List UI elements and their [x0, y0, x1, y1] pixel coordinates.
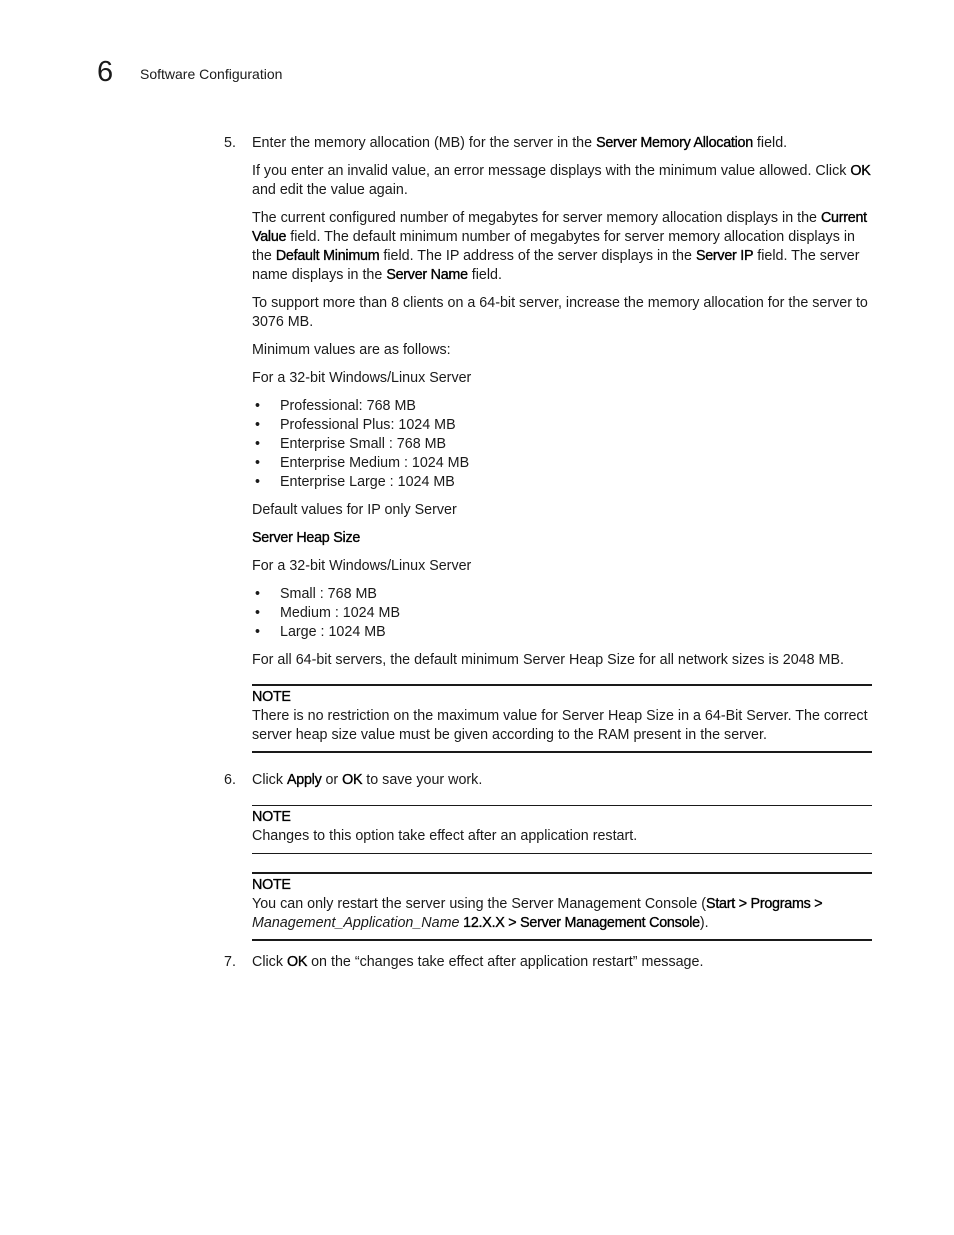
list-item-text: Large : 1024 MB — [280, 624, 386, 640]
text: field. — [467, 267, 502, 283]
italic-app-name: Management_Application_Name — [252, 915, 460, 931]
text: You can only restart the server using the Server Management Console ( — [252, 896, 707, 912]
heap-values-list — [252, 585, 872, 642]
text: Click — [252, 954, 287, 970]
step-5 — [224, 134, 872, 753]
text: to save your work. — [362, 772, 483, 788]
ui-label-server-memory-allocation: Server Memory Allocation — [596, 135, 753, 151]
list-item — [252, 416, 872, 435]
list-item — [252, 454, 872, 473]
bullet-icon: • — [255, 586, 261, 602]
platform-paragraph: For a 32-bit Windows/Linux Server — [252, 370, 472, 386]
text: and edit the value again. — [252, 182, 408, 198]
ui-label-ok: OK — [850, 163, 871, 179]
default-ip-paragraph: Default values for IP only Server — [252, 502, 457, 518]
min-values-list — [252, 397, 872, 492]
step-6-text — [252, 771, 872, 790]
list-item-text: Professional Plus: 1024 MB — [280, 417, 456, 433]
text: on the “changes take effect after application restart” message. — [307, 954, 704, 970]
ui-path-server-management-console: 12.X.X > Server Management Console — [459, 915, 700, 931]
list-item — [252, 473, 872, 492]
note-box — [252, 872, 872, 941]
bullet-icon: • — [255, 474, 261, 490]
list-item — [252, 397, 872, 416]
note-text: Changes to this option take effect after an application restart. — [252, 828, 638, 844]
text: Enter the memory allocation (MB) for the server in the — [252, 135, 597, 151]
step-number: 5. — [224, 135, 236, 151]
ui-label-default-minimum: Default Minimum — [275, 248, 380, 264]
text: If you enter an invalid value, an error message displays with the minimum value allowed. Click — [252, 163, 851, 179]
text: Click — [252, 772, 287, 788]
ui-label-apply: Apply — [286, 772, 322, 788]
list-item-text: Enterprise Large : 1024 MB — [280, 474, 455, 490]
ui-label-ok: OK — [342, 772, 363, 788]
step-7 — [224, 953, 872, 972]
step-number: 6. — [224, 772, 236, 788]
sixtyfour-bit-paragraph: For all 64-bit servers, the default minimum Server Heap Size for all network sizes is 2048 MB. — [252, 652, 844, 668]
text: ). — [699, 915, 709, 931]
chapter-title: Software Configuration — [140, 66, 283, 82]
ui-path-start-programs: Start > Programs > — [706, 896, 823, 912]
bullet-icon: • — [255, 455, 261, 471]
list-item-text: Professional: 768 MB — [280, 398, 416, 414]
step-6 — [224, 771, 872, 941]
note-label: NOTE — [252, 877, 291, 893]
main-content — [224, 134, 872, 981]
bullet-icon: • — [255, 398, 261, 414]
step-5-intro — [252, 134, 872, 153]
text: The current configured number of megabytes for server memory allocation displays in the — [252, 210, 821, 226]
bullet-icon: • — [255, 417, 261, 433]
step-number: 7. — [224, 954, 236, 970]
list-item-text: Small : 768 MB — [280, 586, 377, 602]
min-values-paragraph: Minimum values are as follows: — [252, 342, 451, 358]
step-7-text — [252, 953, 872, 972]
current-value-paragraph — [252, 209, 872, 285]
bullet-icon: • — [255, 436, 261, 452]
list-item — [252, 435, 872, 454]
ui-label-server-ip: Server IP — [695, 248, 754, 264]
bullet-icon: • — [255, 605, 261, 621]
note-label: NOTE — [252, 809, 291, 825]
note-box — [252, 805, 872, 854]
list-item-text: Medium : 1024 MB — [280, 605, 400, 621]
text: field. The default minimum number of megabytes for server memory allocation displays in the — [252, 229, 855, 264]
note-box — [252, 684, 872, 753]
ui-label-server-name: Server Name — [386, 267, 468, 283]
list-item — [252, 623, 872, 642]
list-item-text: Enterprise Medium : 1024 MB — [280, 455, 470, 471]
note-text: There is no restriction on the maximum value for Server Heap Size in a 64-Bit Server. The correct server heap size value must be given according to the RAM present in the server. — [252, 708, 868, 743]
invalid-value-paragraph — [252, 162, 872, 200]
note-label: NOTE — [252, 689, 291, 705]
text: field. — [752, 135, 788, 151]
ui-label-ok: OK — [286, 954, 308, 970]
bullet-icon: • — [255, 624, 261, 640]
ui-label-current-value: Current Value — [252, 210, 867, 245]
chapter-number: 6 — [97, 56, 114, 88]
text: field. The server name displays in the — [252, 248, 860, 283]
text: field. The IP address of the server displays in the — [379, 248, 696, 264]
support-paragraph: To support more than 8 clients on a 64-bit server, increase the memory allocation for the server to 3076 MB. — [252, 295, 868, 330]
heap-size-heading: Server Heap Size — [252, 530, 361, 546]
list-item — [252, 604, 872, 623]
list-item — [252, 585, 872, 604]
platform-paragraph: For a 32-bit Windows/Linux Server — [252, 558, 472, 574]
text: or — [321, 772, 343, 788]
list-item-text: Enterprise Small : 768 MB — [280, 436, 447, 452]
note-text — [252, 895, 872, 933]
